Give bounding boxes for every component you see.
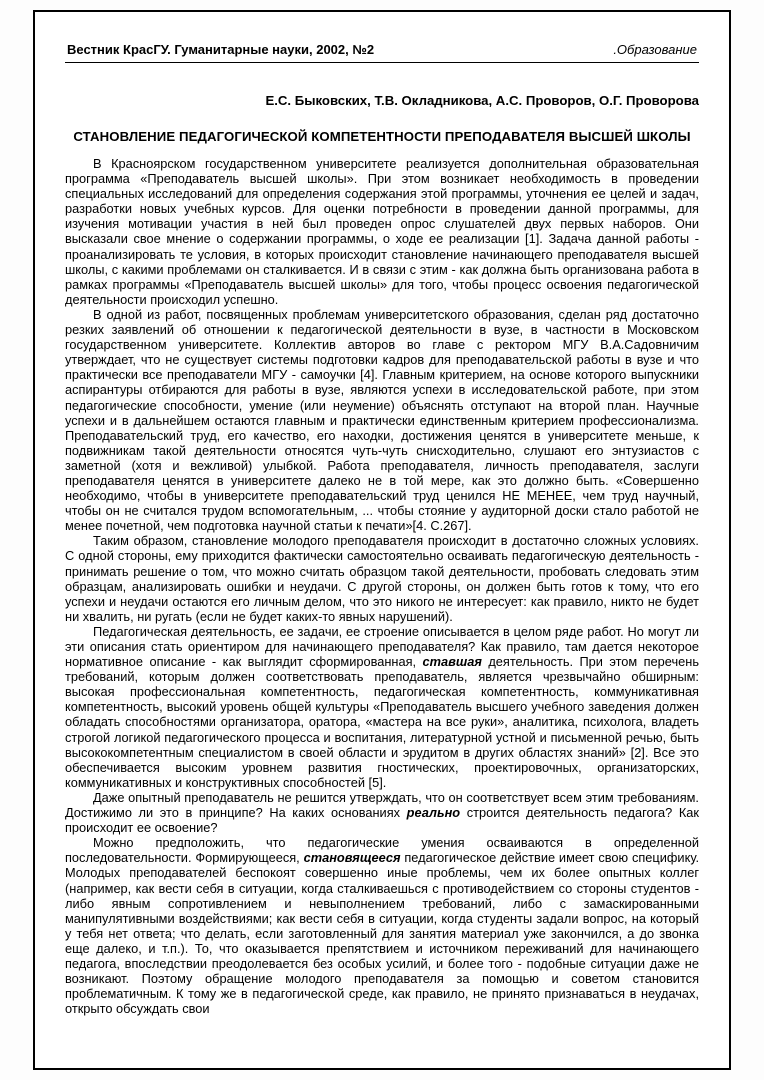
page-header [65, 42, 699, 63]
paragraph [65, 533, 699, 624]
journal-title: Вестник КрасГУ. Гуманитарные науки, 2002, №2 [67, 42, 375, 57]
page-border [33, 10, 731, 1070]
emphasis-text: реально [406, 805, 461, 821]
emphasis-text: ставшая [422, 654, 482, 670]
paragraph [65, 835, 699, 1016]
article-body [65, 156, 699, 1016]
section-label: .Образование [613, 42, 697, 57]
paragraph-text: Даже опытный преподаватель не решится утверждать, что он соответствует всем этим требованиям. Достижимо ли это в принципе? На каких основаниях [65, 789, 699, 821]
paragraph [65, 307, 699, 533]
paragraph [65, 624, 699, 790]
paragraph [65, 156, 699, 307]
paragraph [65, 790, 699, 835]
paragraph-text: педагогическое действие имеет свою специфику. Молодых преподавателей беспокоят совершенно иные проблемы, чем их более опытных коллег (например, как вести себя в ситуации, когда сталкиваешься с противодействием со стороны студентов - либо явным сопротивлением и невыполнением требований, либо с замаскированными манипулятивными воздействиями; как вести себя в ситуации, когда студенты задали вопрос, на который у тебя нет ответа; что делать, если заготовленный для занятия материал уже закончился, а до звонка еще далеко, и т.п.). То, что оказывается препятствием и источником переживаний для начинающего педагога, впоследствии преодолевается без особых усилий, и более того - подобные ситуации даже не возникают. Поэтому обращение молодого преподавателя за помощью и советом становится проблематичным. К тому же в педагогической среде, как правило, не принято признаваться в неудачах, открыто обсуждать свои [65, 850, 699, 1017]
page-content [35, 12, 729, 1016]
authors-line: Е.С. Быковских, Т.В. Окладникова, А.С. Проворов, О.Г. Проворова [265, 93, 699, 108]
paragraph-text: Педагогическая деятельность, ее задачи, ее строение описывается в целом ряде работ. Но могут ли эти описания стать ориентиром для начинающего преподавателя? Как правило, там дается некоторое нормативное описание - как выглядит сформированная, [65, 623, 699, 670]
emphasis-text: становящееся [303, 850, 401, 866]
paragraph-text: Таким образом, становление молодого преподавателя происходит в достаточно сложных условиях. С одной стороны, ему приходится фактически самостоятельно осваивать педагогическую деятельность - принимать решение о том, что можно считать образцом такой деятельности, пробовать следовать этим образцам, анализировать ошибки и неудачи. С другой стороны, он должен быть готов к тому, что его успехи и неудачи остаются его личным делом, что это никого не интересует: как правило, никто не будет ни хвалить, ни ругать (если не будет каких-то явных нарушений). [65, 533, 699, 624]
paragraph-text: Можно предположить, что педагогические умения осваиваются в определенной последовательности. Формирующееся, [65, 835, 699, 866]
paragraph-text: В одной из работ, посвященных проблемам университетского образования, сделан ряд достаточно резких заявлений об отношении к педагогической деятельности в вузе, в частности в Московском государственном университете. Коллектив авторов во главе с ректором МГУ В.А.Садовничим утверждает, что не существует системы подготовки кадров для преподавательской работы в вузе и что практически все преподаватели МГУ - самоучки [4]. Главным критерием, на основе которого выпускники аспирантуры отбираются для работы в вузе, являются успехи в исследовательской работе, при этом педагогические способности, умение (или неумение) объяснять отступают на второй план. Научные успехи и в дальнейшем остаются главным и практически единственным критерием профессионализма. Преподавательский труд, его качество, его находки, достижения ценятся в университете меньше, к подвижникам такой деятельности относятся чуть-чуть снисходительно, слушают его энтузиастов с заметной (хотя и вежливой) улыбкой. Работа преподавателя, личность преподавателя, заслуги преподавателя ценятся в университете далеко не в той мере, как это должно быть. «Совершенно необходимо, чтобы в университете преподавательский труд ценился НЕ МЕНЕЕ, чем труд научный, чтобы он не считался трудом вспомогательным, ... чтобы стояние у аудиторной доски стало работой не менее почетной, чем подготовка научной статьи к печати»[4. С.267]. [65, 306, 699, 534]
article-title: СТАНОВЛЕНИЕ ПЕДАГОГИЧЕСКОЙ КОМПЕТЕНТНОСТИ ПРЕПОДАВАТЕЛЯ ВЫСШЕЙ ШКОЛЫ [73, 129, 691, 144]
paragraph-text: строится деятельность педагога? Как происходит ее освоение? [65, 805, 699, 836]
paragraph-text: деятельность. При этом перечень требований, которым должен соответствовать преподаватель, является чрезвычайно обширным: высокая профессиональная компетентность, педагогическая компетентность, коммуникативная компетентность, высокий уровень общей культуры «Преподаватель высшего учебного заведения должен обладать способностями организатора, оратора, «мастера на все руки», аналитика, психолога, владеть строгой логикой педагогического процесса и воспитания, литературной устной и письменной речью, быть высококомпетентным специалистом в своей области и эрудитом в других областях знаний» [2]. Все это обеспечивается высоким уровнем развития гностических, проектировочных, организаторских, коммуникативных и конструктивных способностей [5]. [65, 654, 699, 790]
paragraph-text: В Красноярском государственном университете реализуется дополнительная образовательная программа «Преподаватель высшей школы». При этом возникает необходимость в проведении специальных исследований для определения содержания этой программы, уточнения ее целей и задач, разработки новых учебных курсов. Для оценки потребности в проведении данной программы, для изучения мотивации участия в ней был проведен опрос слушателей двух первых наборов. Они высказали свое мнение о содержании программы, о ходе ее реализации [1]. Задача данной работы - проанализировать те условия, в которых происходит становление начинающего преподавателя высшей школы, с какими проблемами он сталкивается. И в связи с этим - как должна быть организована работа в рамках программы «Преподаватель высшей школы» для того, чтобы процесс освоения педагогической деятельности происходил успешно. [65, 156, 699, 307]
